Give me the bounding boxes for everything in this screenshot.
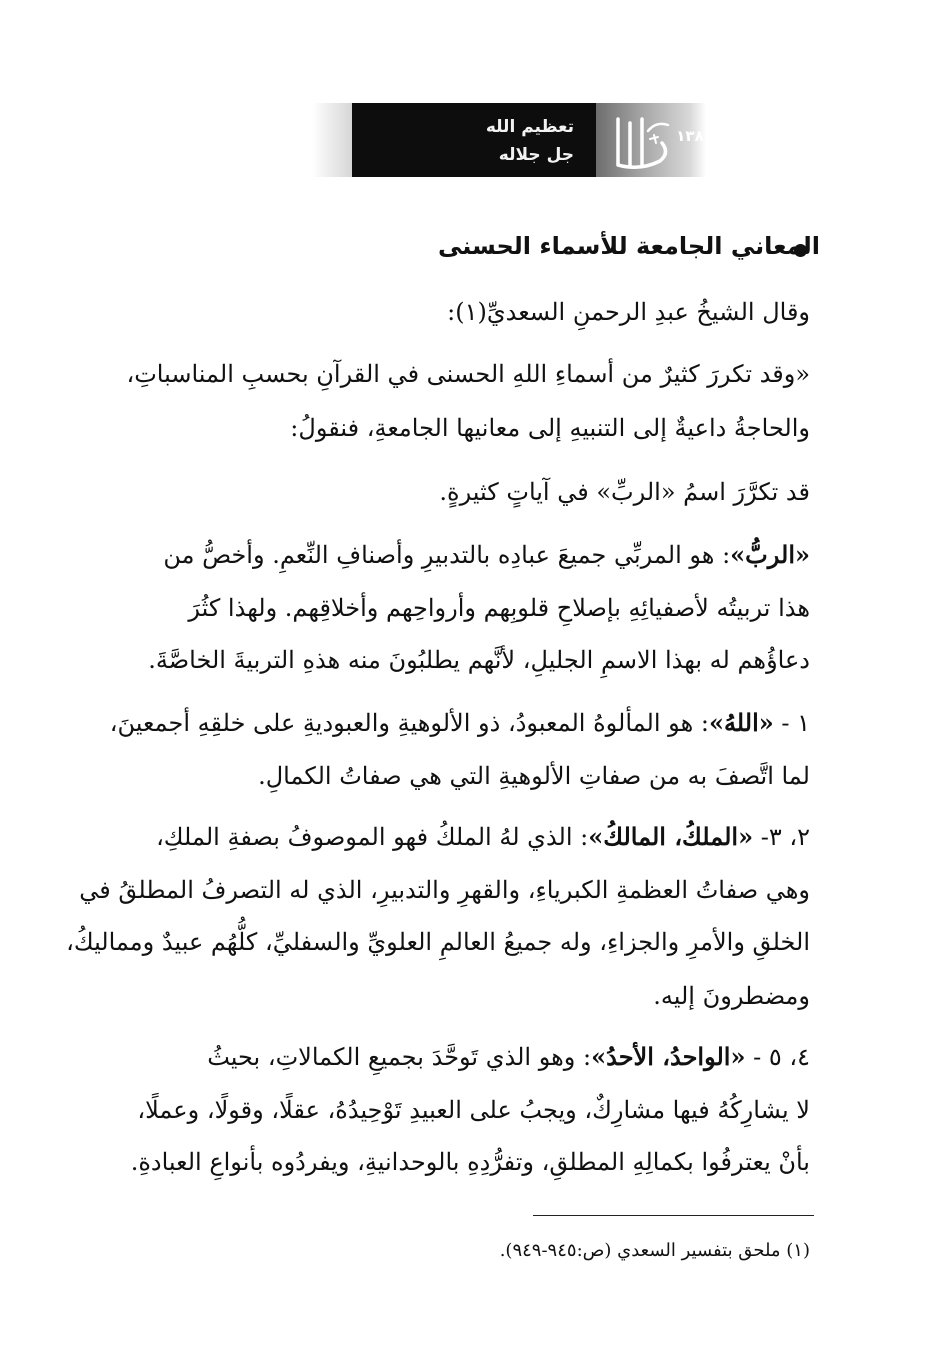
header-title-line2: جل جلاله <box>498 145 574 165</box>
text-line: لا يشارِكُهُ فيها مشارِكٌ، ويجبُ على العبيدِ تَوْحِيدُهُ، عقلًا، وقولًا، وعملًا، <box>137 1096 810 1124</box>
text-line: ومضطرونَ إليه. <box>653 982 810 1010</box>
footnote: (١) ملحق بتفسير السعدي (ص:٩٤٥-٩٤٩). <box>499 1240 810 1261</box>
text-line: «وقد تكررَ كثيرٌ من أسماءِ اللهِ الحسنى في القرآنِ بحسبِ المناسباتِ، <box>126 360 810 388</box>
term-label: «الملكُ، المالكُ» <box>588 822 754 851</box>
text-line: هذا تربيتُه لأصفيائِهِ بإصلاحِ قلوبِهم وأرواحِهم وأخلاقِهم. ولهذا كثُرَ <box>188 594 810 622</box>
header-left-fade <box>312 103 352 177</box>
text-line: لما اتَّصفَ به من صفاتِ الألوهيةِ التي هي صفاتُ الكمالِ. <box>258 762 810 790</box>
text-line: والحاجةُ داعيةٌ إلى التنبيهِ إلى معانيها الجامعةِ، فنقولُ: <box>290 414 810 442</box>
text-line: بأنْ يعترفُوا بكمالِهِ المطلقِ، وتفرُّدِهِ بالوحدانيةِ، ويفردُوه بأنواعِ العبادةِ. <box>130 1148 810 1176</box>
text-line: ٤، ٥ - «الواحدُ، الأحدُ»: وهو الذي تَوحَّدَ بجميعِ الكمالاتِ، بحيثُ <box>207 1042 810 1071</box>
page-number: ١٣٨ <box>676 127 704 145</box>
text-line: وقال الشيخُ عبدِ الرحمنِ السعديِّ(١): <box>447 298 810 326</box>
section-title: المعاني الجامعة للأسماء الحسنى <box>438 232 820 260</box>
header-title-line1: تعظيم الله <box>485 117 574 137</box>
header-logo <box>596 103 706 177</box>
term-label: «الواحدُ، الأحدُ» <box>591 1042 746 1071</box>
text-line: الخلقِ والأمرِ والجزاءِ، وله جميعُ العالمِ العلويِّ والسفليِّ، كلُّهُم عبيدٌ ومماليكُ، <box>66 928 810 956</box>
term-label: «اللهُ» <box>708 708 774 737</box>
text-line: «الربُّ»: هو المربِّي جميعَ عبادِه بالتدبيرِ وأصنافِ النِّعمِ. وأخصُّ من <box>163 540 810 569</box>
allah-calligraphy-icon <box>610 109 676 171</box>
text-line: ٢، ٣- «الملكُ، المالكُ»: الذي لهُ الملكُ فهو الموصوفُ بصفةِ الملكِ، <box>156 822 810 851</box>
text-line: دعاؤُهم له بهذا الاسمِ الجليلِ، لأنَّهم يطلبُونَ منه هذهِ التربيةَ الخاصَّةَ. <box>148 646 810 674</box>
footnote-divider <box>533 1215 814 1216</box>
text-line: ١ - «اللهُ»: هو المألوهُ المعبودُ، ذو الألوهيةِ والعبوديةِ على خلقِهِ أجمعينَ، <box>109 708 810 737</box>
text-line: قد تكرَّرَ اسمُ «الربِّ» في آياتٍ كثيرةٍ. <box>439 478 810 506</box>
text-line: وهي صفاتُ العظمةِ الكبرياءِ، والقهرِ والتدبيرِ، الذي له التصرفُ المطلقُ في <box>79 876 810 904</box>
page-header <box>352 103 596 177</box>
term-label: «الربُّ» <box>730 540 810 569</box>
